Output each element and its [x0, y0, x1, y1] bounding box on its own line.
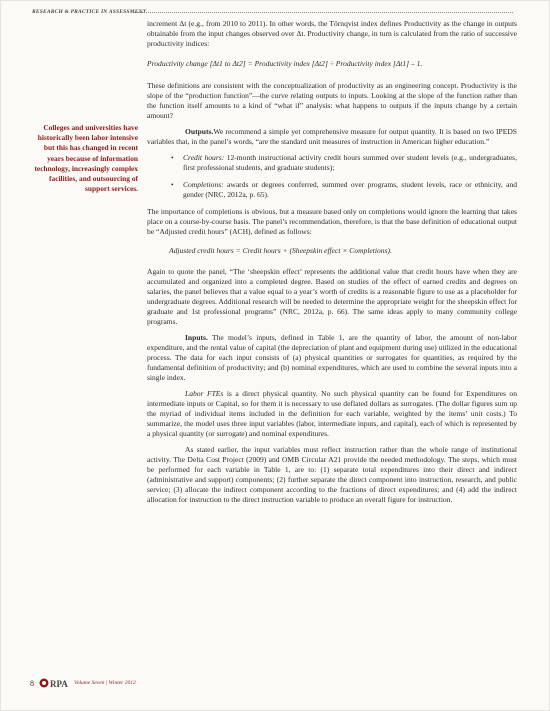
paragraph-methodology: As stated earlier, the input variables must reflect instruction rather than the whole range of institutional activity. The Delta Cost Project (2009) and OMB Circular A21 provide the needed methodology. The steps, which must be performed for each variable in Table 1, are to: (1) separate total expenditures into their direct and indirect (administrative and support) components; (2) further separate the direct component into instruction, research, and public service; (3) allocate the indirect component according to the fractions of direct expenditures; and (4) add the indirect allocation for instruction to the direct instruction variable to produce an overall figure for instruction. — [147, 445, 517, 504]
page-footer — [30, 676, 136, 690]
bullet-term: Credit hours: — [183, 153, 225, 162]
output-measures-list — [147, 153, 517, 200]
list-item — [147, 180, 517, 200]
header-dotted-rule — [133, 12, 513, 13]
bullet-text: awards or degrees conferred, summed over programs, student levels, race or ethnicity, and gender (NRC, 2012a, p. 65). — [183, 180, 517, 199]
sidebar-pullquote: Colleges and universities have historically been labor intensive but this has changed in recent years because of information technology, increasingly complex facilities, and outsourcing of support services. — [34, 123, 138, 194]
list-item — [147, 153, 517, 173]
bullet-icon: • — [171, 153, 174, 162]
bullet-term: Completions: — [183, 180, 224, 189]
paragraph-outputs — [147, 127, 517, 147]
inputs-text: The model’s inputs, defined in Table 1, are the quantity of labor, the amount of non-labor expenditure, and the rental value of capital (the depreciation of plant and equipment during use) utilized in the educational process. The data for each input consists of (a) physical quantities or surrogates for quantities, as required by the fundamental definition of productivity; and (b) nominal expenditures, which are used to combine the several inputs into a single index. — [147, 333, 517, 382]
logo-text: RPA — [50, 679, 68, 689]
main-column — [147, 19, 517, 511]
running-header: RESEARCH & PRACTICE IN ASSESSMENT — [32, 9, 147, 15]
paragraph-definitions: These definitions are consistent with the conceptualization of productivity as an engineering concept. Productivity is the slope of the “production function”—the curve relating outputs to inputs. Looking at the slope of the function rather than the function itself amounts to a kind of “what if” analysis: what happens to outputs if the inputs change by a certain amount? — [147, 81, 517, 120]
rpa-logo — [39, 676, 69, 690]
equation-adjusted-credit-hours: Adjusted credit hours = Credit hours + (Sheepskin effect × Completions). — [169, 246, 392, 255]
paragraph-labor — [147, 389, 517, 439]
outputs-text: We recommend a simple yet comprehensive measure for output quantity. It is based on two IPEDS variables that, in the panel’s words, “are the standard unit measures of instruction in American higher education.” — [147, 127, 517, 146]
paragraph-tornqvist: increment Δt (e.g., from 2010 to 2011). In other words, the Törnqvist index defines Productivity as the change in outputs obtainable from the input changes observed over Δt. Productivity change, in turn is calculated from the ratio of successive productivity indices: — [147, 19, 517, 48]
paragraph-completions: The importance of completions is obvious, but a measure based only on completions would ignore the learning that takes place on a course-by-course basis. The panel’s recommendation, therefore, is that the base definition of educational output be “Adjusted credit hours” (ACH), defined as follows: — [147, 207, 517, 236]
bullet-text: 12-month instructional activity credit hours summed over student levels (e.g., undergraduates, first professional students, and graduate students); — [183, 153, 517, 172]
paragraph-inputs — [147, 333, 517, 383]
equation-productivity-change: Productivity change [Δt1 to Δt2] = Productivity index [Δt2] ÷ Productivity index [Δt1] – 1. — [147, 59, 423, 68]
page-number: 8 — [30, 678, 34, 688]
labor-ftes-term: Labor FTEs — [185, 389, 224, 398]
inputs-heading: Inputs. — [185, 333, 208, 342]
volume-info: Volume Seven | Winter 2012 — [74, 680, 136, 686]
paragraph-sheepskin: Again to quote the panel, “The ‘sheepskin effect’ represents the additional value that credit hours have when they are accumulated and organized into a completed degree. Based on studies of the effect of earned credits and degrees on salaries, the panel believes that a value equal to a year’s worth of credits is a reasonable figure to use as a placeholder for undergraduate degrees. Additional research will be needed to determine the appropriate weight for the sheepskin effect for graduate and 1st professional programs” (NRC, 2012a, p. 66). The same ideas apply to many community college programs. — [147, 267, 517, 326]
labor-text: is a direct physical quantity. No such physical quantity can be found for Expenditures on intermediate inputs or Capital, so for them it is necessary to use deflated dollars as surrogates. (The dollar figures sum up the myriad of individual items included in the definition for each variable, weighted by the items’ unit costs.) To summarize, the model uses three input variables (labor, intermediate inputs, and capital), each of which is represented by a physical quantity (or surrogate) and nominal expenditures. — [147, 389, 517, 438]
bullet-icon: • — [171, 180, 174, 189]
rpa-logo-icon — [39, 676, 69, 690]
outputs-heading: Outputs. — [185, 127, 214, 136]
